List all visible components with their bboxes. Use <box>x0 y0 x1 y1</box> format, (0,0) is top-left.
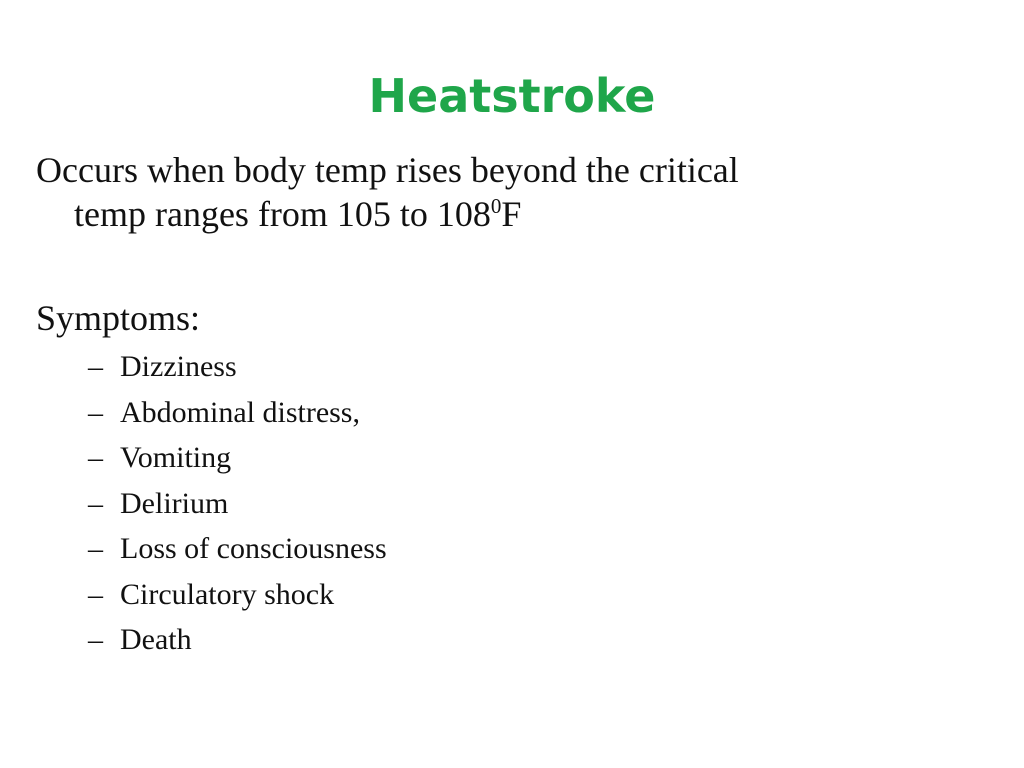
slide-title: Heatstroke <box>368 69 656 123</box>
dash-bullet: – <box>88 350 103 383</box>
list-item <box>88 390 387 436</box>
dash-bullet: – <box>88 486 103 520</box>
intro-paragraph <box>36 148 996 236</box>
degree-superscript: 0 <box>490 194 502 218</box>
list-item <box>88 617 387 663</box>
symptom-label: Circulatory shock <box>120 577 335 611</box>
dash-bullet: – <box>88 623 103 656</box>
symptom-label: Delirium <box>120 486 229 520</box>
symptom-label: Dizziness <box>120 350 237 383</box>
symptoms-heading: Symptoms: <box>36 298 201 338</box>
symptom-label: Abdominal distress, <box>120 395 360 429</box>
dash-bullet: – <box>88 441 103 474</box>
dash-bullet: – <box>88 395 103 429</box>
dash-bullet: – <box>88 577 103 611</box>
dash-bullet: – <box>88 532 103 565</box>
list-item <box>88 572 387 618</box>
symptom-list <box>88 344 387 663</box>
list-item <box>88 526 387 572</box>
list-item <box>88 344 387 390</box>
intro-line-1: Occurs when body temp rises beyond the critical <box>36 150 739 190</box>
symptom-label: Loss of consciousness <box>120 532 387 565</box>
list-item <box>88 435 387 481</box>
list-item <box>88 481 387 527</box>
intro-line-2-text: temp ranges from 105 to 108 <box>74 194 491 234</box>
symptom-label: Vomiting <box>120 441 232 474</box>
temperature-unit: F <box>501 194 522 234</box>
symptom-label: Death <box>120 623 192 656</box>
intro-line-2 <box>36 192 996 236</box>
